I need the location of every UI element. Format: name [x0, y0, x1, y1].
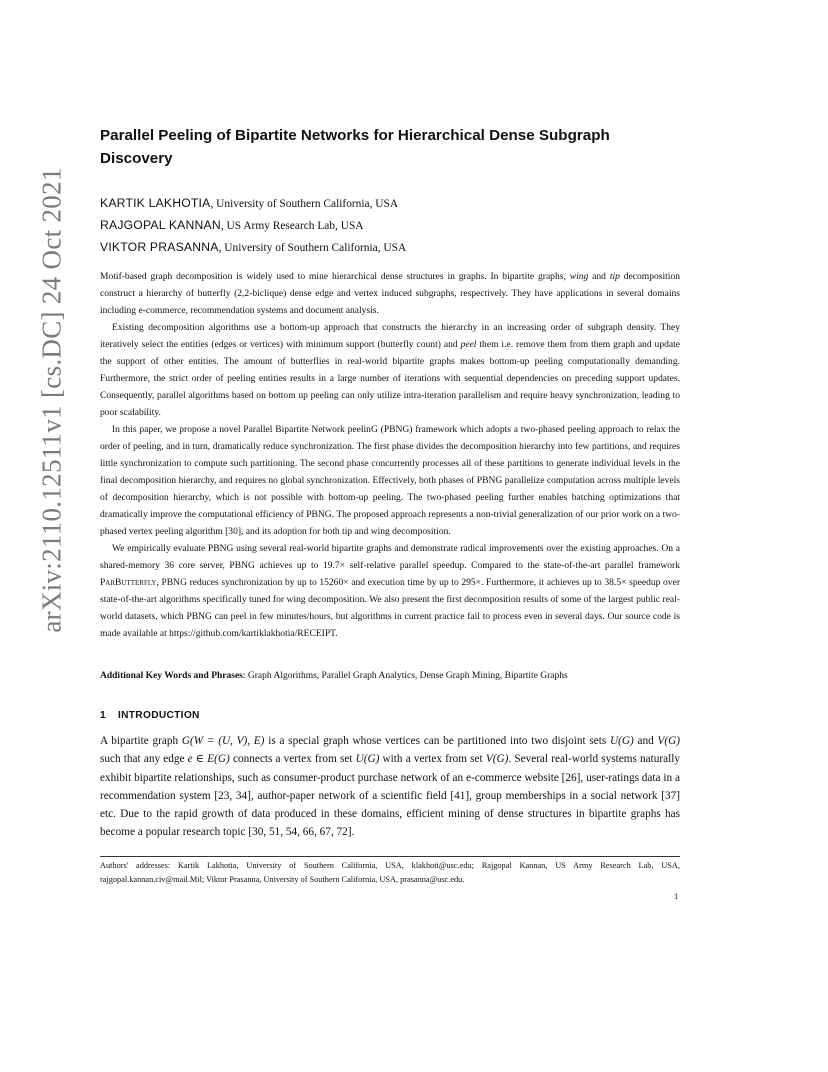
author-affiliation: , University of Southern California, USA	[218, 242, 407, 254]
abstract-paragraph-2: Existing decomposition algorithms use a bottom-up approach that constructs the hierarchy in an increasing order of subgraph density. They iteratively select the entities (edges or vertices) with minimum support (butterfly count) and peel them i.e. remove them from them graph and update the support of other entities. The amount of butterflies in real-world bipartite graphs makes bottom-up peeling computationally demanding. Furthermore, the strict order of peeling entities results in a large number of iterations with sequential dependencies on preceding support updates. Consequently, parallel algorithms based on bottom up peeling can only utilize intra-iteration parallelism and require heavy synchronization, leading to poor scalability.	[100, 322, 680, 418]
abstract-paragraph-3: In this paper, we propose a novel Parallel Bipartite Network peelinG (PBNG) framework which adopts a two-phased peeling approach to relax the order of peeling, and in turn, dramatically reduce synchronization. The first phase divides the decomposition hierarchy into few partitions, and requires little synchronization to compute such partitioning. The second phase concurrently processes all of these partitions to generate individual levels in the final decomposition hierarchy, and requires no global synchronization. Effectively, both phases of PBNG parallelize computation across multiple levels of decomposition hierarchy, which is not possible with bottom-up peeling. The two-phased peeling further enables batching optimizations that dramatically improve the computational efficiency of PBNG. The proposed approach represents a non-trivial generalization of our prior work on a two-phased vertex peeling algorithm [30], and its adoption for both tip and wing decomposition.	[100, 424, 680, 537]
author-name: KARTIK LAKHOTIA	[100, 196, 211, 210]
footnote-divider	[100, 856, 680, 857]
section-heading-introduction	[100, 710, 200, 721]
abstract-paragraph-4: We empirically evaluate PBNG using several real-world bipartite graphs and demonstrate radical improvements over the existing approaches. On a shared-memory 36 core server, PBNG achieves up to 19.7× self-relative parallel speedup. Compared to the state-of-the-art parallel framework ParButterfly, PBNG reduces synchronization by up to 15260× and execution time by up to 295×. Furthermore, it achieves up to 38.5× speedup over state-of-the-art algorithms specifically tuned for wing decomposition. We also present the first decomposition results of some of the largest public real-world datasets, which PBNG can peel in few minutes/hours, but algorithms in current practice fail to process even in several days. Our source code is made available at https://github.com/kartiklakhotia/RECEIPT.	[100, 543, 680, 639]
arxiv-identifier-stamp: arXiv:2110.12511v1 [cs.DC] 24 Oct 2021	[36, 167, 67, 633]
author-affiliation: , US Army Research Lab, USA	[220, 220, 364, 232]
section-number: 1	[100, 710, 106, 721]
section-title: INTRODUCTION	[118, 710, 200, 721]
author-1	[100, 196, 398, 210]
introduction-paragraph: A bipartite graph G(W = (U, V), E) is a special graph whose vertices can be partitioned into two disjoint sets U(G) and V(G) such that any edge e ∈ E(G) connects a vertex from set U(G) with a vertex from set V(G). Several real-world systems naturally exhibit bipartite relationships, such as consumer-product purchase network of an e-commerce website [26], user-ratings data in a recommendation system [23, 34], author-paper network of a scientific field [41], group memberships in a social network [37] etc. Due to the rapid growth of data produced in these domains, efficient mining of dense structures in bipartite graphs has become a popular research topic [30, 51, 54, 66, 67, 72].	[100, 735, 681, 839]
abstract-paragraph-1: Motif-based graph decomposition is widely used to mine hierarchical dense structures in graphs. In bipartite graphs, wing and tip decomposition construct a hierarchy of butterfly (2,2-biclique) dense edge and vertex induced subgraphs, respectively. They have applications in several domains including e-commerce, recommendation systems and document analysis.	[100, 271, 680, 316]
author-affiliation: , University of Southern California, USA	[210, 198, 399, 210]
author-3	[100, 240, 406, 254]
keywords-text: : Graph Algorithms, Parallel Graph Analytics, Dense Graph Mining, Bipartite Graphs	[242, 671, 568, 681]
abstract	[100, 268, 680, 642]
paper-title: Parallel Peeling of Bipartite Networks for Hierarchical Dense Subgraph Discovery	[100, 127, 610, 167]
author-addresses-footnote: Authors' addresses: Kartik Lakhotia, University of Southern California, USA, klakhoti@usc.edu; Rajgopal Kannan, US Army Research Lab, USA, rajgopal.kannan.civ@mail.Mil; Viktor Prasanna, University of Southern California, USA, prasanna@usc.edu.	[100, 861, 680, 884]
keywords	[100, 669, 680, 683]
keywords-label: Additional Key Words and Phrases	[100, 671, 243, 681]
author-name: RAJGOPAL KANNAN	[100, 218, 221, 232]
author-2	[100, 218, 364, 232]
page-number: 1	[674, 891, 679, 901]
author-name: VIKTOR PRASANNA	[100, 240, 219, 254]
